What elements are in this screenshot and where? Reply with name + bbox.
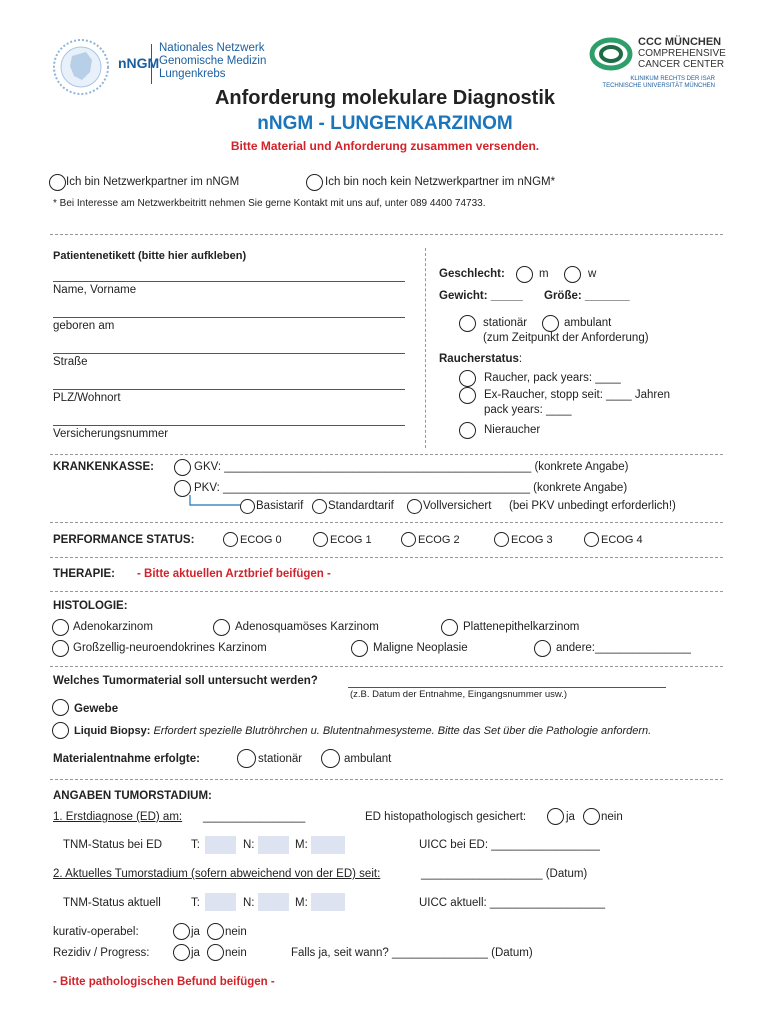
- material-question: Welches Tumormaterial soll untersucht werden?: [53, 675, 318, 687]
- ed-confirmed-no-radio[interactable]: [583, 808, 600, 825]
- adeno-radio[interactable]: [52, 619, 69, 636]
- timepoint-note: (zum Zeitpunkt der Anforderung): [483, 332, 649, 344]
- ecog4-label: ECOG 4: [601, 534, 643, 546]
- smoker-radio[interactable]: [459, 370, 476, 387]
- tnm-ed-label: TNM-Status bei ED: [63, 839, 163, 851]
- basic-tariff-radio[interactable]: [240, 499, 255, 514]
- gender-m-label: m: [539, 268, 549, 280]
- divider: [50, 454, 723, 455]
- gender-w-label: w: [588, 268, 597, 280]
- ed-confirmed-yes-label: ja: [566, 811, 575, 823]
- tnm-ed-t-label: T:: [191, 839, 200, 851]
- material-answer-line[interactable]: [348, 687, 666, 688]
- ecog2-label: ECOG 2: [418, 534, 460, 546]
- tnm-current-t-field[interactable]: [205, 893, 236, 911]
- other-field[interactable]: andere:_______________: [556, 642, 691, 654]
- tnm-current-n-field[interactable]: [258, 893, 289, 911]
- gender-m-radio[interactable]: [516, 266, 533, 283]
- large-cell-label: Großzellig-neuroendokrines Karzinom: [73, 642, 267, 654]
- city-label: PLZ/Wohnort: [53, 392, 121, 404]
- nngm-logo-line2: Genomische Medizin: [159, 55, 267, 67]
- ex-smoker-pack-years: pack years: ____: [484, 404, 572, 416]
- therapy-label: THERAPIE:: [53, 568, 115, 580]
- gender-w-radio[interactable]: [564, 266, 581, 283]
- standard-tariff-radio[interactable]: [312, 499, 327, 514]
- ccc-logo-icon: [589, 36, 633, 72]
- pathology-report-note: - Bitte pathologischen Befund beifügen -: [53, 976, 275, 988]
- ecog1-radio[interactable]: [313, 532, 328, 547]
- ccc-line1: CCC MÜNCHEN: [638, 36, 722, 48]
- other-radio[interactable]: [534, 640, 551, 657]
- ecog4-radio[interactable]: [584, 532, 599, 547]
- divider: [50, 591, 723, 592]
- non-smoker-radio[interactable]: [459, 422, 476, 439]
- adenosq-radio[interactable]: [213, 619, 230, 636]
- tnm-ed-t-field[interactable]: [205, 836, 236, 854]
- tnm-current-n-label: N:: [243, 897, 255, 909]
- tnm-current-t-label: T:: [191, 897, 200, 909]
- nngm-logo-name: nNGM: [118, 55, 160, 71]
- ed-confirmed-yes-radio[interactable]: [547, 808, 564, 825]
- ccc-sub1: KLINIKUM RECHTS DER ISAR: [630, 76, 715, 82]
- tnm-ed-m-label: M:: [295, 839, 308, 851]
- liquid-biopsy-note: Erfordert spezielle Blutröhrchen u. Blutentnahmesysteme. Bitte das Set über die Pathologie anfordern.: [153, 725, 652, 737]
- ecog3-radio[interactable]: [494, 532, 509, 547]
- curative-no-label: nein: [225, 926, 247, 938]
- tissue-radio[interactable]: [52, 699, 69, 716]
- divider: [50, 666, 723, 667]
- patient-label-heading: Patientenetikett (bitte hier aufkleben): [53, 250, 247, 262]
- first-dx-field[interactable]: ________________: [203, 811, 306, 823]
- tumor-stage-heading: ANGABEN TUMORSTADIUM:: [53, 790, 212, 802]
- collection-ambulant-label: ambulant: [344, 753, 392, 765]
- liquid-biopsy-radio[interactable]: [52, 722, 69, 739]
- partner-footnote: * Bei Interesse am Netzwerkbeitritt nehmen Sie gerne Kontakt mit uns auf, unter 089 4400 74733.: [53, 198, 486, 209]
- gkv-field[interactable]: GKV: ________________________________________________ (konkrete Angabe): [194, 461, 629, 473]
- tnm-current-m-field[interactable]: [311, 893, 345, 911]
- vertical-divider: [425, 248, 426, 448]
- therapy-note: - Bitte aktuellen Arztbrief beifügen -: [137, 568, 331, 580]
- partner-no-label: Ich bin noch kein Netzwerkpartner im nNGM*: [325, 176, 556, 188]
- ccc-line2: COMPREHENSIVE: [638, 48, 726, 59]
- large-cell-radio[interactable]: [52, 640, 69, 657]
- liquid-biopsy-label: Liquid Biopsy:: [74, 725, 151, 737]
- ccc-sub2: TECHNISCHE UNIVERSITÄT MÜNCHEN: [602, 83, 715, 89]
- divider: [50, 522, 723, 523]
- divider: [50, 234, 723, 235]
- smoker-label: Raucher, pack years: ____: [484, 372, 621, 384]
- stationary-label: stationär: [483, 317, 528, 329]
- insurance-label: KRANKENKASSE:: [53, 461, 154, 473]
- curative-yes-label: ja: [191, 926, 200, 938]
- street-label: Straße: [53, 356, 88, 368]
- insurance-no-label: Versicherungsnummer: [53, 428, 169, 440]
- pkv-field[interactable]: PKV: ________________________________________________ (konkrete Angabe): [194, 482, 628, 494]
- non-smoker-label: Nieraucher: [484, 424, 541, 436]
- collection-stationary-radio[interactable]: [237, 749, 256, 768]
- collection-label: Materialentnahme erfolgte:: [53, 753, 200, 765]
- insurance-no-line: [53, 425, 405, 426]
- ex-smoker-radio[interactable]: [459, 387, 476, 404]
- partner-yes-radio[interactable]: [49, 174, 66, 191]
- ecog0-label: ECOG 0: [240, 534, 282, 546]
- divider: [50, 779, 723, 780]
- curative-label: kurativ-operabel:: [53, 926, 139, 938]
- malignant-label: Maligne Neoplasie: [373, 642, 468, 654]
- street-line: [53, 353, 405, 354]
- pkv-note: (bei PKV unbedingt erforderlich!): [509, 500, 676, 512]
- performance-label: PERFORMANCE STATUS:: [53, 534, 195, 546]
- squamous-radio[interactable]: [441, 619, 458, 636]
- ecog3-label: ECOG 3: [511, 534, 553, 546]
- ecog2-radio[interactable]: [401, 532, 416, 547]
- tnm-ed-m-field[interactable]: [311, 836, 345, 854]
- current-stage-label: 2. Aktuelles Tumorstadium (sofern abweichend von der ED) seit:: [53, 868, 381, 880]
- uicc-current-field[interactable]: UICC aktuell: __________________: [419, 897, 606, 909]
- ecog1-label: ECOG 1: [330, 534, 372, 546]
- page-title: Anforderung molekulare Diagnostik: [214, 87, 556, 109]
- relapse-label: Rezidiv / Progress:: [53, 947, 150, 959]
- tnm-current-m-label: M:: [295, 897, 308, 909]
- squamous-label: Plattenepithelkarzinom: [463, 621, 580, 633]
- page-subtitle: nNGM - LUNGENKARZINOM: [257, 113, 513, 134]
- collection-stationary-label: stationär: [258, 753, 303, 765]
- material-hint: (z.B. Datum der Entnahme, Eingangsnummer usw.): [350, 689, 568, 700]
- ambulant-label: ambulant: [564, 317, 612, 329]
- logo-divider: [151, 44, 152, 84]
- stationary-radio[interactable]: [459, 315, 476, 332]
- height-field[interactable]: Größe: _______: [544, 290, 630, 302]
- uicc-ed-field[interactable]: UICC bei ED: _________________: [419, 839, 600, 851]
- tnm-ed-n-field[interactable]: [258, 836, 289, 854]
- name-label: Name, Vorname: [53, 284, 137, 296]
- smoker-status-label: Raucherstatus: [439, 353, 519, 365]
- born-label: geboren am: [53, 320, 115, 332]
- full-insured-label: Vollversichert: [423, 500, 492, 512]
- ambulant-radio[interactable]: [542, 315, 559, 332]
- first-dx-label: 1. Erstdiagnose (ED) am:: [53, 811, 183, 823]
- tissue-label: Gewebe: [74, 703, 119, 715]
- ccc-line3: CANCER CENTER: [638, 59, 725, 70]
- curative-yes-radio[interactable]: [173, 923, 190, 940]
- tnm-ed-n-label: N:: [243, 839, 255, 851]
- full-insured-radio[interactable]: [407, 499, 422, 514]
- name-line: [53, 281, 405, 282]
- ex-smoker-label: Ex-Raucher, stopp seit: ____ Jahren: [484, 389, 671, 401]
- ecog0-radio[interactable]: [223, 532, 238, 547]
- gender-label: Geschlecht:: [439, 268, 505, 280]
- relapse-no-radio[interactable]: [207, 944, 224, 961]
- city-line: [53, 389, 405, 390]
- nngm-logo-line1: Nationales Netzwerk: [159, 42, 265, 54]
- relapse-yes-label: ja: [191, 947, 200, 959]
- relapse-since-field[interactable]: Falls ja, seit wann? _______________ (Datum): [291, 947, 533, 959]
- adeno-label: Adenokarzinom: [73, 621, 153, 633]
- malignant-radio[interactable]: [351, 640, 368, 657]
- current-stage-field[interactable]: ___________________ (Datum): [421, 868, 588, 880]
- gkv-radio[interactable]: [174, 459, 191, 476]
- ed-confirmed-no-label: nein: [601, 811, 623, 823]
- partner-no-radio[interactable]: [306, 174, 323, 191]
- basic-tariff-label: Basistarif: [256, 500, 304, 512]
- nngm-logo-line3: Lungenkrebs: [159, 68, 226, 80]
- weight-field[interactable]: Gewicht: _____: [439, 290, 523, 302]
- partner-yes-label: Ich bin Netzwerkpartner im nNGM: [66, 176, 240, 188]
- divider: [50, 557, 723, 558]
- standard-tariff-label: Standardtarif: [328, 500, 394, 512]
- send-together-note: Bitte Material und Anforderung zusammen versenden.: [230, 139, 540, 153]
- ed-confirmed-label: ED histopathologisch gesichert:: [365, 811, 527, 823]
- born-line: [53, 317, 405, 318]
- tnm-current-label: TNM-Status aktuell: [63, 897, 161, 909]
- collection-ambulant-radio[interactable]: [321, 749, 340, 768]
- adenosq-label: Adenosquamöses Karzinom: [235, 621, 379, 633]
- histology-label: HISTOLOGIE:: [53, 600, 128, 612]
- smoker-status-colon: :: [518, 353, 523, 365]
- curative-no-radio[interactable]: [207, 923, 224, 940]
- relapse-yes-radio[interactable]: [173, 944, 190, 961]
- relapse-no-label: nein: [225, 947, 247, 959]
